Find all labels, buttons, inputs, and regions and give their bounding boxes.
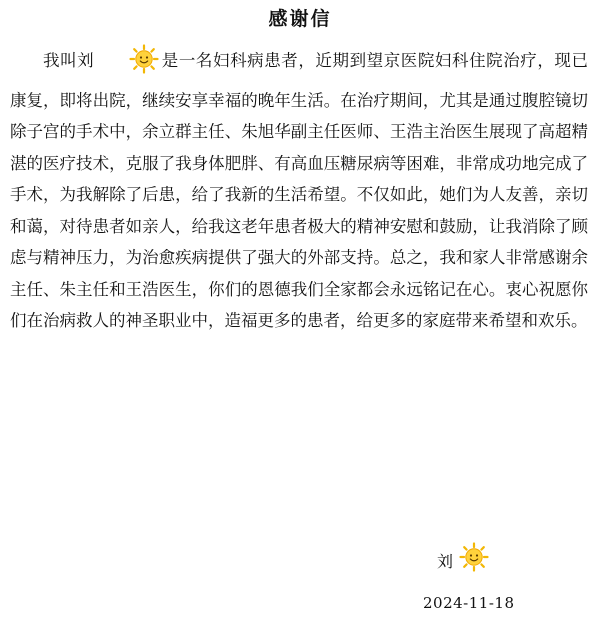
letter-title: 感谢信	[268, 8, 332, 30]
letter-body	[10, 44, 588, 337]
smiling-sun-emoji-icon	[459, 542, 489, 581]
smiling-sun-emoji-icon	[96, 44, 159, 85]
signature-surname: 刘	[437, 551, 454, 571]
signature	[437, 542, 491, 581]
letter-date: 2024-11-18	[423, 594, 515, 612]
body-intro-text: 我叫刘	[43, 51, 95, 70]
body-main-text: 是一名妇科病患者，近期到望京医院妇科住院治疗，现已康复，即将出院，继续安享幸福的晚年生活。在治疗期间，尤其是通过腹腔镜切除子宫的手术中，余立群主任、朱旭华副主任医师、王浩主治医生展现了高超精湛的医疗技术，克服了我身体肥胖、有高血压糖尿病等困难，非常成功地完成了手术，为我解除了后患，给了我新的生活希望。不仅如此，她们为人友善，亲切和蔼，对待患者如亲人，给我这老年患者极大的精神安慰和鼓励，让我消除了顾虑与精神压力，为治愈疾病提供了强大的外部支持。总之，我和家人非常感谢余主任、朱主任和王浩医生，你们的恩德我们全家都会永远铭记在心。衷心祝愿你们在治病救人的神圣职业中，造福更多的患者，给更多的家庭带来希望和欢乐。	[10, 51, 589, 330]
